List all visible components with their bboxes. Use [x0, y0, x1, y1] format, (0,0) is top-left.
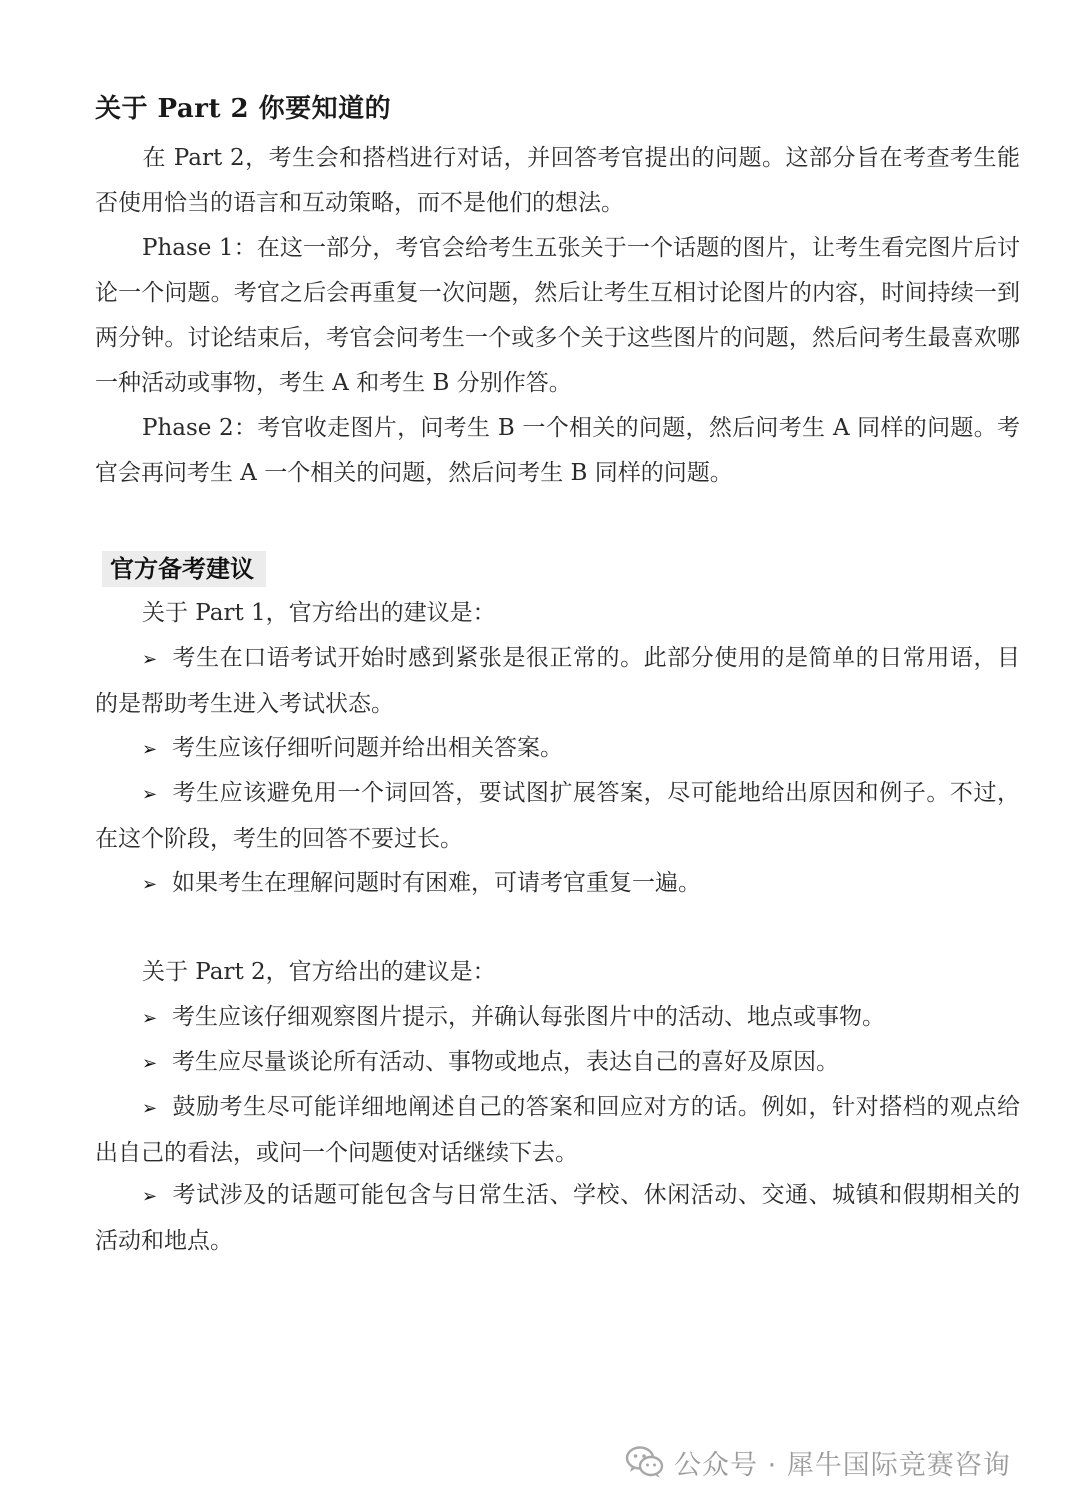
phase1-text: Phase 1：在这一部分，考官会给考生五张关于一个话题的图片，让考生看完图片后讨论一个问题。考官之后会再重复一次问题，然后让考生互相讨论图片的内容，时间持续一到两分钟。讨论结束后，考官会问考生一个或多个关于这些图片的问题，然后问考生最喜欢哪一种活动或事物，考生 A 和考生 B 分别作答。 [95, 235, 1020, 396]
bullet-arrow-icon: ➢ [142, 1186, 158, 1207]
list-item-text: 考生应该仔细观察图片提示，并确认每张图片中的活动、地点或事物。 [172, 1004, 885, 1030]
list-item [95, 1040, 1020, 1086]
list-item [95, 726, 1020, 772]
intro-text: 在 Part 2，考生会和搭档进行对话，并回答考官提出的问题。这部分旨在考查考生能否使用恰当的语言和互动策略，而不是他们的想法。 [95, 145, 1020, 216]
phase2-text: Phase 2：考官收走图片，问考生 B 一个相关的问题，然后问考生 A 同样的问题。考官会再问考生 A 一个相关的问题，然后问考生 B 同样的问题。 [95, 415, 1020, 486]
list-item [95, 861, 1020, 907]
part1-lead-text: 关于 Part 1，官方给出的建议是： [142, 600, 496, 626]
list-item [95, 1173, 1020, 1264]
bullet-arrow-icon: ➢ [142, 1098, 158, 1119]
bullet-arrow-icon: ➢ [142, 1008, 158, 1029]
list-item [95, 995, 1020, 1041]
section-heading-part2: 关于 Part 2 你要知道的 [95, 94, 392, 124]
list-item [95, 1085, 1020, 1176]
phase2-paragraph [95, 406, 1020, 496]
part2-lead [95, 950, 1020, 995]
list-item-text: 考生在口语考试开始时感到紧张是很正常的。此部分使用的是简单的日常用语，目的是帮助考生进入考试状态。 [95, 645, 1020, 717]
intro-paragraph [95, 136, 1020, 226]
list-item [95, 636, 1020, 727]
bullet-arrow-icon: ➢ [142, 784, 158, 805]
part2-lead-text: 关于 Part 2，官方给出的建议是： [142, 959, 496, 985]
bullet-arrow-icon: ➢ [142, 874, 158, 895]
bullet-arrow-icon: ➢ [142, 1053, 158, 1074]
list-item [95, 771, 1020, 862]
list-item-text: 如果考生在理解问题时有困难，可请考官重复一遍。 [172, 870, 701, 896]
wechat-icon [624, 1444, 666, 1480]
list-item-text: 考生应该避免用一个词回答，要试图扩展答案，尽可能地给出原因和例子。不过，在这个阶段，考生的回答不要过长。 [95, 780, 1020, 852]
list-item-text: 考生应该仔细听问题并给出相关答案。 [172, 735, 563, 761]
bullet-arrow-icon: ➢ [142, 649, 158, 670]
phase1-paragraph [95, 226, 1020, 406]
section-title-official-advice: 官方备考建议 [102, 551, 266, 587]
footer-text: 公众号 · 犀牛国际竞赛咨询 [674, 1449, 1011, 1481]
list-item-text: 考生应尽量谈论所有活动、事物或地点，表达自己的喜好及原因。 [172, 1049, 839, 1075]
list-item-text: 考试涉及的话题可能包含与日常生活、学校、休闲活动、交通、城镇和假期相关的活动和地点。 [95, 1182, 1020, 1254]
bullet-arrow-icon: ➢ [142, 739, 158, 760]
watermark-footer [624, 1440, 1011, 1484]
part1-lead [95, 591, 1020, 636]
list-item-text: 鼓励考生尽可能详细地阐述自己的答案和回应对方的话。例如，针对搭档的观点给出自己的看法，或问一个问题使对话继续下去。 [95, 1094, 1020, 1166]
